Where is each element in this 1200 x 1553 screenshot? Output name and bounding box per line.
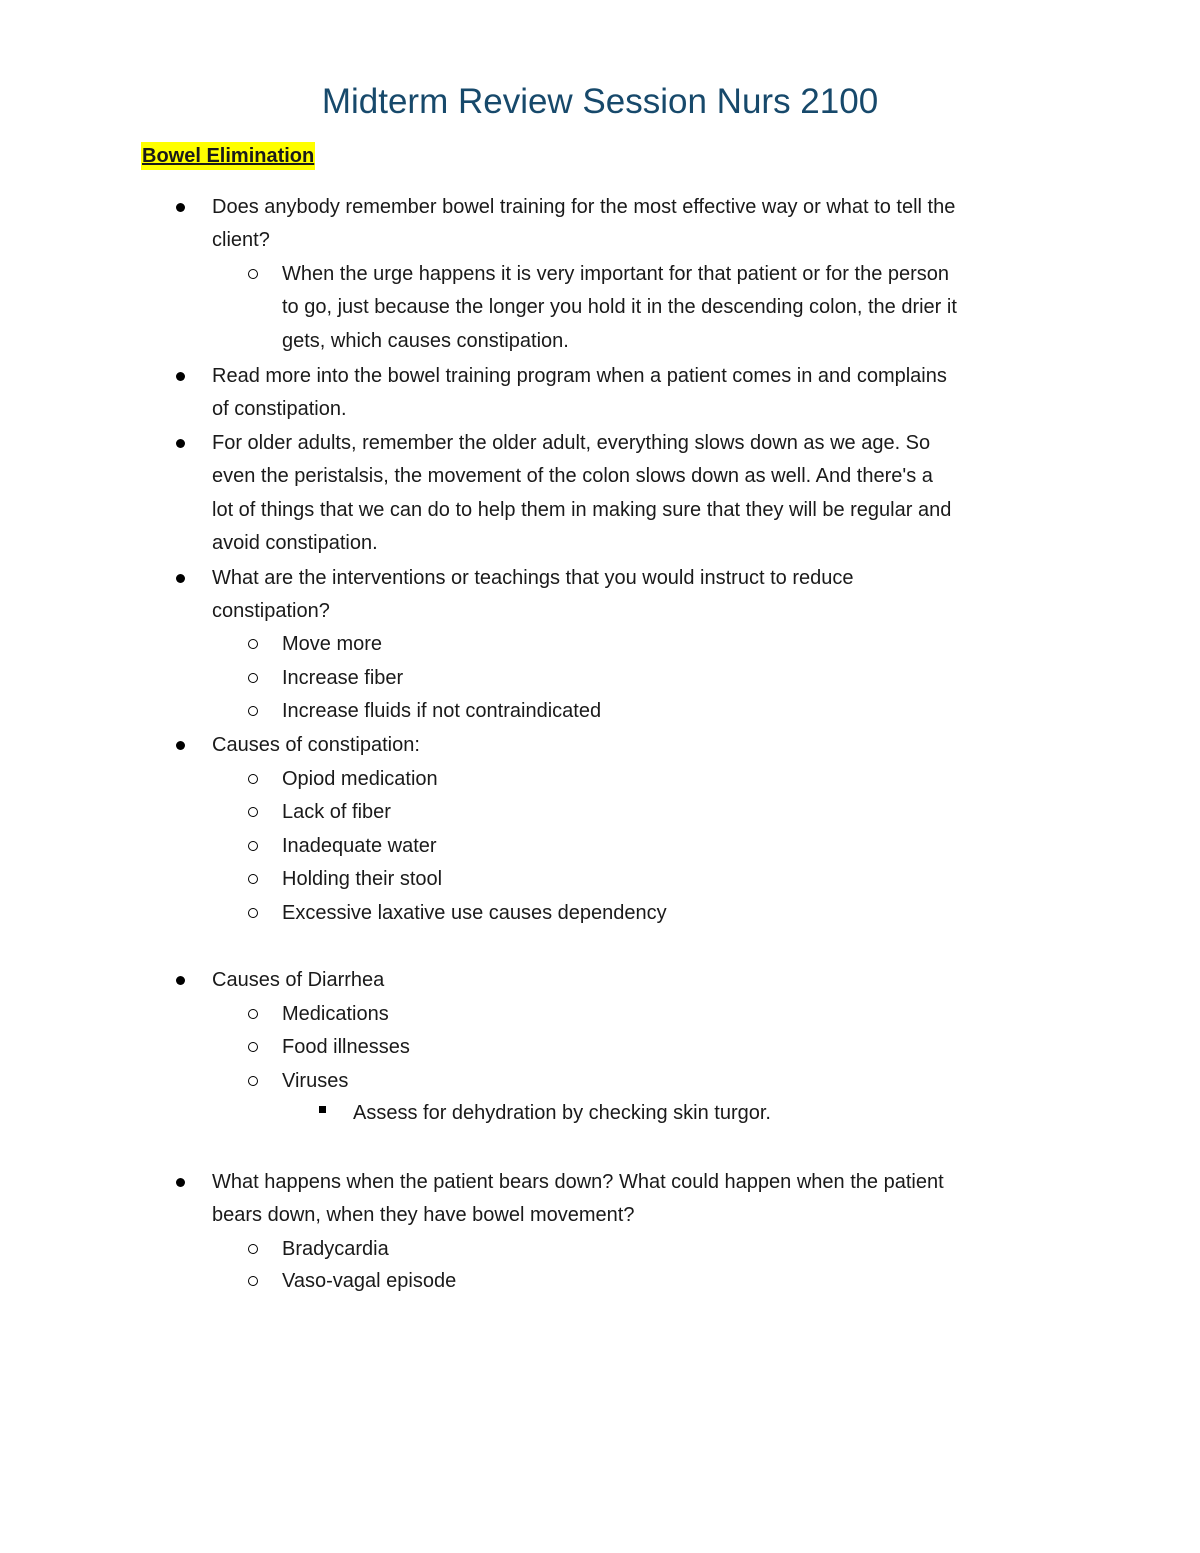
sub-list-item-text: Medications [282, 1003, 389, 1025]
sub-bullet-circle-icon [248, 1076, 258, 1086]
sub-list-item-text: Vaso-vagal episode [282, 1270, 457, 1292]
sub-list-item-text: gets, which causes constipation. [282, 330, 569, 352]
list-item-text: For older adults, remember the older adult, everything slows down as we age. So [212, 432, 931, 454]
sub-bullet-circle-icon [248, 706, 258, 716]
sub-bullet-circle-icon [248, 1009, 258, 1019]
sub-list-item-text: Excessive laxative use causes dependency [282, 902, 667, 924]
sub-list-item-text: Holding their stool [282, 868, 443, 890]
list-item-text: avoid constipation. [212, 532, 378, 554]
list-item-text: of constipation. [212, 398, 347, 420]
bullet-dot-icon [176, 976, 185, 985]
sub-list-item-text: When the urge happens it is very important for that patient or for the person [282, 263, 950, 285]
list-item-text: bears down, when they have bowel movement? [212, 1204, 635, 1226]
sub-bullet-circle-icon [248, 639, 258, 649]
sub-list-item-text: Viruses [282, 1070, 349, 1092]
list-item-text: Does anybody remember bowel training for the most effective way or what to tell the [212, 196, 956, 218]
sub-list-item-text: Food illnesses [282, 1036, 410, 1058]
sub-list-item-text: Bradycardia [282, 1238, 389, 1260]
list-item-text: Causes of constipation: [212, 734, 420, 756]
section-heading-bowel-elimination: Bowel Elimination [141, 142, 315, 170]
sub-list-item-text: Increase fiber [282, 667, 404, 689]
sub-bullet-circle-icon [248, 908, 258, 918]
bullet-dot-icon [176, 574, 185, 583]
list-item-text: lot of things that we can do to help them in making sure that they will be regular and [212, 499, 952, 521]
bullet-dot-icon [176, 203, 185, 212]
list-item-text: Causes of Diarrhea [212, 969, 385, 991]
sub-list-item-text: to go, just because the longer you hold it in the descending colon, the drier it [282, 296, 957, 318]
sub-sub-list-item-text: Assess for dehydration by checking skin turgor. [353, 1102, 771, 1124]
sub-list-item-text: Lack of fiber [282, 801, 391, 823]
sub-bullet-circle-icon [248, 1244, 258, 1254]
list-item-text: Read more into the bowel training program when a patient comes in and complains [212, 365, 947, 387]
sub-bullet-circle-icon [248, 1276, 258, 1286]
sub-bullet-circle-icon [248, 807, 258, 817]
page-title: Midterm Review Session Nurs 2100 [321, 82, 879, 121]
bullet-dot-icon [176, 439, 185, 448]
list-item-text: even the peristalsis, the movement of the colon slows down as well. And there's a [212, 465, 933, 487]
bullet-dot-icon [176, 372, 185, 381]
list-item-text: constipation? [212, 600, 330, 622]
sub-bullet-circle-icon [248, 841, 258, 851]
list-item-text: client? [212, 229, 270, 251]
sub-list-item-text: Inadequate water [282, 835, 437, 857]
sub-bullet-circle-icon [248, 673, 258, 683]
bullet-dot-icon [176, 1178, 185, 1187]
sub-bullet-circle-icon [248, 774, 258, 784]
sub-bullet-circle-icon [248, 1042, 258, 1052]
list-item-text: What happens when the patient bears down? What could happen when the patient [212, 1171, 944, 1193]
list-item-text: What are the interventions or teachings that you would instruct to reduce [212, 567, 854, 589]
sub-list-item-text: Increase fluids if not contraindicated [282, 700, 602, 722]
sub-list-item-text: Opiod medication [282, 768, 438, 790]
sub-bullet-circle-icon [248, 269, 258, 279]
sub-bullet-circle-icon [248, 874, 258, 884]
bullet-dot-icon [176, 741, 185, 750]
sub-sub-bullet-square-icon [319, 1106, 326, 1113]
sub-list-item-text: Move more [282, 633, 383, 655]
